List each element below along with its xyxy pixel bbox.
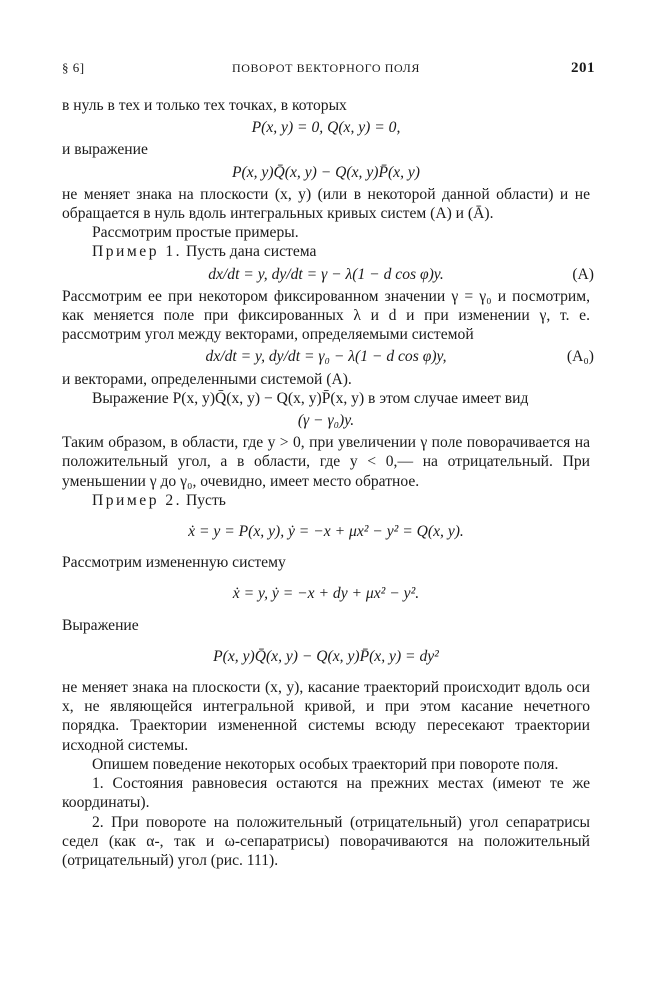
equation-A bbox=[62, 265, 594, 284]
equation: ẋ = y, ẏ = −x + dy + μx² − y². bbox=[232, 585, 420, 603]
example-heading bbox=[62, 242, 590, 261]
equation-number: (A₀) bbox=[566, 348, 594, 366]
example-label: Пример 1. bbox=[92, 243, 183, 261]
paragraph: Таким образом, в области, где y > 0, при увеличении γ поле поворачивается на положительный угол, а в области, где y < 0,— на отрицательный. При уменьшении γ до γ₀, очевидно, имеет место обратное. bbox=[62, 434, 590, 490]
equation-number: (A) bbox=[572, 265, 594, 283]
paragraph: Рассмотрим ее при некотором фиксированном значении γ = γ₀ и посмотрим, как меняется поле при фиксированных λ и d и при изменении γ, т. е. рассмотрим угол между векторами, определяемыми системой bbox=[62, 287, 590, 344]
text-line: и выражение bbox=[62, 141, 148, 159]
paragraph: и векторами, определенными системой (A). bbox=[62, 370, 352, 388]
example-text: Пусть bbox=[186, 491, 226, 509]
equation: P(x, y)Q̄(x, y) − Q(x, y)P̄(x, y) = dy² bbox=[213, 647, 439, 665]
paragraph: Рассмотрим измененную систему bbox=[62, 554, 286, 572]
paragraph: Рассмотрим простые примеры. bbox=[92, 224, 299, 242]
paragraph: 2. При повороте на положительный (отрицательный) угол сепаратрисы седел (как α-, так и ω-сепаратрисы) поворачиваются на положительный (отрицательный) угол (рис. 111). bbox=[62, 813, 590, 869]
paragraph: Выражение P(x, y)Q̄(x, y) − Q(x, y)P̄(x, y) в этом случае имеет вид bbox=[92, 389, 529, 407]
paragraph: 1. Состояния равновесия остаются на прежних местах (имеют те же координаты). bbox=[62, 775, 590, 812]
text-line: в нуль в тех и только тех точках, в которых bbox=[62, 97, 347, 114]
equation-body: dx/dt = y, dy/dt = γ − λ(1 − d cos φ)y. bbox=[208, 265, 444, 283]
running-title: ПОВОРОТ ВЕКТОРНОГО ПОЛЯ bbox=[232, 61, 420, 75]
page-number: 201 bbox=[571, 60, 595, 76]
example-label: Пример 2. bbox=[92, 491, 183, 509]
paragraph: Выражение bbox=[62, 616, 139, 634]
equation-A0 bbox=[62, 347, 594, 366]
paragraph: Опишем поведение некоторых особых траекторий при повороте поля. bbox=[92, 755, 559, 773]
equation: (γ − γ₀)y. bbox=[297, 412, 355, 430]
page-body bbox=[62, 96, 594, 870]
paragraph: не меняет знака на плоскости (x, y) (или в некоторой данной области) и не обращается в нуль вдоль интегральных кривых систем (A) и (Ā). bbox=[62, 185, 590, 223]
section-marker: § 6] bbox=[62, 60, 85, 75]
example-text: Пусть дана система bbox=[186, 243, 317, 261]
example-heading bbox=[62, 491, 590, 510]
equation: P(x, y)Q̄(x, y) − Q(x, y)P̄(x, y) bbox=[232, 163, 420, 181]
paragraph: не меняет знака на плоскости (x, y), касание траекторий происходит вдоль оси x, не являющейся интегральной кривой, и при этом касание нечетного порядка. Траектории измененной системы всюду пересекают траектории исходной системы. bbox=[62, 679, 590, 754]
equation-body: dx/dt = y, dy/dt = γ₀ − λ(1 − d cos φ)y, bbox=[205, 348, 447, 366]
equation: P(x, y) = 0, Q(x, y) = 0, bbox=[251, 119, 401, 137]
equation: ẋ = y = P(x, y), ẏ = −x + μx² − y² = Q(x, y). bbox=[188, 523, 464, 541]
